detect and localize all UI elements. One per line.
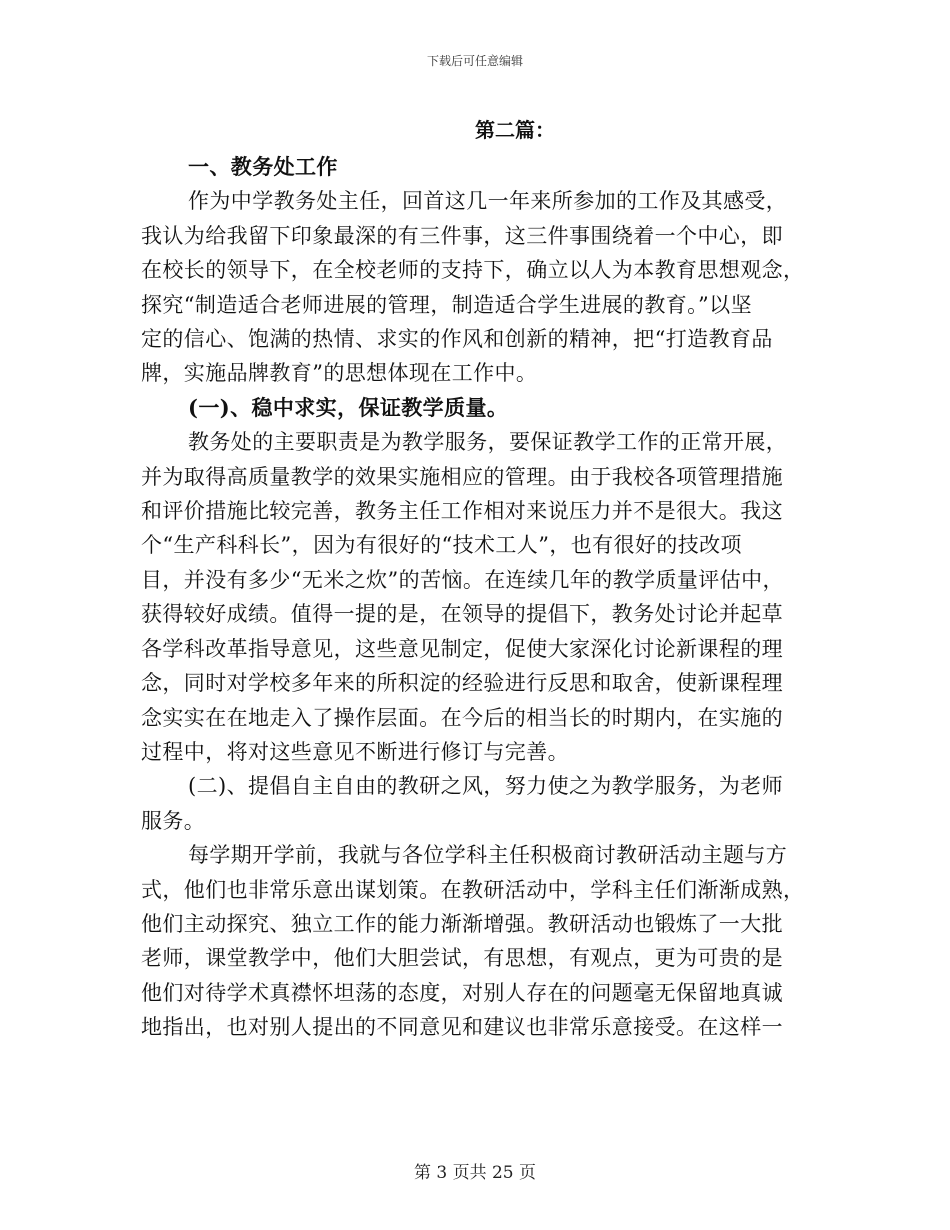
text-line: 我认为给我留下印象最深的有三件事，这三件事围绕着一个中心，即 [141,223,783,248]
text-line: 在校长的领导下，在全校老师的支持下，确立以人为本教育思想观念， [141,258,805,283]
text-line: 过程中，将对这些意见不断进行修订与完善。 [141,739,569,764]
text-line: 并为取得高质量教学的效果实施相应的管理。由于我校各项管理措施 [141,464,783,489]
text-line: 他们主动探究、独立工作的能力渐渐增强。教研活动也锻炼了一大批 [141,911,783,936]
text-line: 他们对待学术真襟怀坦荡的态度，对别人存在的问题毫无保留地真诚 [141,980,783,1005]
text-line: 和评价措施比较完善，教务主任工作相对来说压力并不是很大。我这 [141,499,783,524]
page-footer: 第 3 页共 25 页 [413,1163,537,1183]
text-line: 老师，课堂教学中，他们大胆尝试，有思想，有观点，更为可贵的是 [141,946,783,971]
text-line: 服务。 [141,808,206,833]
text-line: 地指出，也对别人提出的不同意见和建议也非常乐意接受。在这样一 [141,1015,783,1040]
text-line: (二)、提倡自主自由的教研之风，努力使之为教学服务，为老师 [188,774,783,799]
text-line: 各学科改革指导意见，这些意见制定，促使大家深化讨论新课程的理 [141,636,783,661]
text-line: 念实实在在地走入了操作层面。在今后的相当长的时期内，在实施的 [141,705,783,730]
section-heading: 一、教务处工作 [188,154,338,179]
text-line: 念，同时对学校多年来的所积淀的经验进行反思和取舍，使新课程理 [141,671,783,696]
text-line: 牌，实施品牌教育”的思想体现在工作中。 [141,361,538,386]
text-line: 探究“制造适合老师进展的管理，制造适合学生进展的教育。”以坚 [141,292,752,317]
text-line: 目，并没有多少“无米之炊”的苦恼。在连续几年的教学质量评估中， [141,567,784,592]
text-line: 定的信心、饱满的热情、求实的作风和创新的精神，把“打造教育品 [141,327,773,352]
section-heading: (一)、稳中求实，保证教学质量。 [188,394,509,420]
page-title: 第二篇： [475,118,555,142]
text-line: 个“生产科科长”，因为有很好的“技术工人”，也有很好的技改项 [141,533,742,558]
document-body [141,150,809,1045]
text-line: 作为中学教务处主任，回首这几一年来所参加的工作及其感受， [188,189,788,214]
header-note: 下载后可任意编辑 [426,54,523,68]
text-line: 获得较好成绩。值得一提的是，在领导的提倡下，教务处讨论并起草 [141,602,783,627]
text-line: 教务处的主要职责是为教学服务，要保证教学工作的正常开展， [188,430,788,455]
text-line: 式，他们也非常乐意出谋划策。在教研活动中，学科主任们渐渐成熟， [141,877,805,902]
text-line: 每学期开学前，我就与各位学科主任积极商讨教研活动主题与方 [188,843,788,868]
